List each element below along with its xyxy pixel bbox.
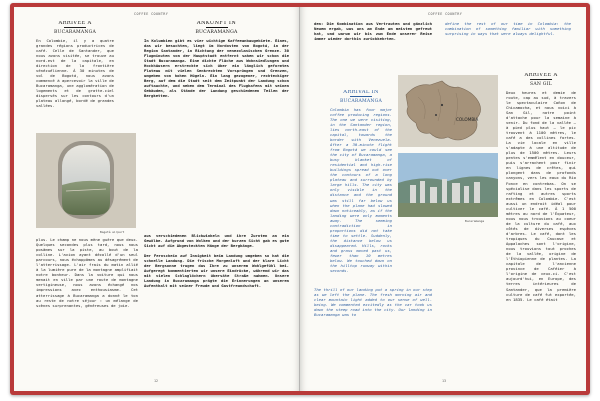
colombia-map-illustration (398, 75, 498, 147)
de-paragraph-1: In Kolumbien gibt es vier wichtige Kaffeeanbaugebiete. Eines, das wir besuchten, liegt im Nordosten von Bogotá, in der Region Santander, in Richtung der venezolanischen Grenze. 30 Flugminuten von der Hauptstadt entfernt sahen wir schon die Stadt Bucaramanga. Eine dichte Fläche aus Wohnsiedlungen und Hochhäusern erstreckte sich über ein länglich geformtes Plateau mit vielen Senkrechten Vorsprüngen und Grenzen, umgeben von hohen Hügeln. Ein lang gezogener, rechteckiger Berg, auf dem die Stadt seit dem Zeitpunkt der Landung schon auftauchte, und neben dem Terminal des Flughafens mit seinen Gebäuden, als Stände der Landung geschiedenen Teilen der Bergketten. (144, 37, 289, 99)
running-head-right: COFFEE COUNTRY (428, 12, 463, 16)
running-head-left: COFFEE COUNTRY (134, 12, 169, 16)
de-paragraph-2: aus verschiedenen Blickwinkeln und ihre Zurnten an ein Gewölbe. Aufgrund von Wolken und der kurzen Sicht gab es gute Sicht auf die Abgesteckten Hänge der Berghänge. (144, 233, 289, 249)
colombia-map (398, 75, 498, 147)
en-continued-paragraph: define the rest of our time in Colombia: the combination of something familiar with something surprising in ways that were always delightful. (445, 21, 571, 37)
en-paragraph-1: Colombia has four major coffee producing regions. The one we were visiting, in the Santander region, lies north-east of the capital, towards the border with Venezuela. After a 30-minute flight from Bogotá we could see the city of Bucaramanga, a busy blanket of residential and high-rise buildings spread out over the contours of a long plateau and surrounded by large hills. The city was only visible in the distance and the ground was still far below us when the plane had slowed down noticeably, as if the landing were only moments away. The seeming contradiction in proportions did not take time to settle. Suddenly, the distance below us disappeared. Hills, rocks and grass moved past us, fewer than 10 metres below. We touched down on the hilltop runway within seconds. (330, 106, 392, 274)
page-number-right: 13 (442, 379, 447, 383)
left-photo-caption: Bogotá airport (100, 230, 125, 234)
en-heading-line2: BUCARAMANGA (339, 98, 383, 104)
fr-sangil-paragraph: Deux heures et demie de route, cap au sud, à travers le spectaculaire Cañon de Chicamocha, et nous voici à San Gil, notre point d'attache pour la semaine à venir. Du fond de la vallée — à pied plus haut — le pic trouvent à 1100 mètres, le café a des collines fortes. La vie locale en ville s'adapte à une altitude de plus de 1500 mètres. Leurs pentes s'emmêlent en douceur, puis s'arrachent pour finir en lignes de crêtes, qui plongent dans de profonds canyons, vers les eaux du Río Fonce en contrebas. On se spécialise dans les sports de rafting et autres sports extrêmes en Colombie. C'est aussi un endroit idéal pour cultiver le café. À 1 500 mètres au nord de l'Équateur, nous nous trouvions au coeur de la culture du café, aux côtés de diverses espèces d'arbres. Le café, dont les tropiques du Caucase et Appalaches sont l'origine, nous trouvions tout proches de la vallée, origine de l'Éthiopienne de plantes. La capitale de l'ancienne province de Caféier à l'origine de ceux-ci. C'est aujourd'hui, en Europe, des terres intérieures de Santander, que la première culture de café fut exportée, en 1835. Le café était (506, 89, 576, 302)
airplane-window-photo (36, 133, 136, 228)
fr-sangil-heading (506, 73, 576, 87)
de-heading (144, 21, 289, 35)
en-continued-column (445, 21, 571, 51)
en-paragraph-2: The thrill of our landing put a spring in our step as we left the plane. The fresh morning air and clear mountain light added to our sense of well-being. We commented excitedly as the car took us down the steep road into the city. Our landing in Bucaramanga was to (314, 287, 432, 318)
left-page (14, 7, 300, 391)
map-country-label: COLOMBIA (456, 117, 479, 122)
de-heading-line2: BUCARAMANGA (195, 29, 238, 35)
de-continued-paragraph: den: Die Kombination aus Vertrauten und gänzlich Neuem ergab, was uns am Ende am meisten gefreut hat, und warum wir bis zum Ende unserer Reise immer wieder dorthin zurückkehrten. (314, 21, 432, 42)
fr-paragraph-1: En Colombie, il y a quatre grandes régions productrices de café. Celle de Santander, que nous avons visitée, se trouve au nord-est de la capitale, en direction de la frontière vénézuélienne. À 30 minutes de vol de Bogotá, nous avons commencé à apercevoir la ville de Bucaramanga, une agglomération de logements et de gratte-ciel dispersés sur les contours d'un plateau allongé, bordé de grandes vallées. (36, 37, 114, 109)
de-column-bottom (144, 233, 289, 383)
city-skyline-illustration (398, 153, 498, 217)
en-heading-line1: ARRIVAL IN (343, 90, 379, 95)
fr-sangil-heading-line1: ARRIVÉE À (524, 73, 558, 78)
en-column-bottom (314, 287, 432, 385)
en-heading (330, 90, 392, 104)
fr-column-bottom (36, 237, 138, 387)
book-cover (10, 3, 590, 395)
airplane-window-illustration (36, 133, 136, 228)
de-paragraph-3: Der Fernschein auf Innigkeit beim Landung umgeben so hat die schnelle Landung. Die frische Morgenluft und der klare Licht der Bergsonne trugen das Ihre zu unserem Wohlgefühl bei. Aufgeregt kommentierten wir unsere Eindrücke, während wir das mit vielen Schlaglöchern übersäte Straße nahmen. Unsere Landung in Bucaramanga prägte die Erinnerungen an unseren Aufenthalt mit seiner Freude und Gastfreundschaft. (144, 253, 289, 289)
fr-heading (36, 21, 114, 35)
right-photo-caption: Bucaramanga (465, 219, 485, 223)
fr-heading-line2: BUCARAMANGA (53, 29, 97, 35)
fr-heading-line1: ARRIVÉE À (58, 21, 92, 26)
fr-sangil-column (506, 73, 576, 385)
fr-sangil-heading-line2: SAN GIL (530, 81, 552, 87)
right-page (300, 7, 586, 391)
fr-column-top (36, 21, 114, 131)
de-continued-column (314, 21, 432, 55)
fr-paragraph-3: plus. Le champ ne nous mène guère que deux. Quelques secondes plus tard, nous nous posâmes sur la piste, au bout de la colline. L'avion ayant décollé d'un seul parcours, nous échappâmes au désagrément de l'atterrissage. L'air frais du matin allié à la lumière pure de la montagne amplifiait notre bonheur. Dans la voiture qui nous menait en ville par une route de montagne vertigineuse, nous avons échangé nos impressions avec enthousiasme. Cet atterrissage à Bucaramanga a donné le ton au reste de notre séjour : un mélange de scènes surprenantes, généreuses de joie. (36, 237, 138, 308)
bucaramanga-city-photo (398, 153, 498, 217)
de-heading-line1: ANKUNFT IN (196, 21, 237, 26)
de-column-top (144, 21, 289, 131)
page-number-left: 12 (154, 379, 159, 383)
